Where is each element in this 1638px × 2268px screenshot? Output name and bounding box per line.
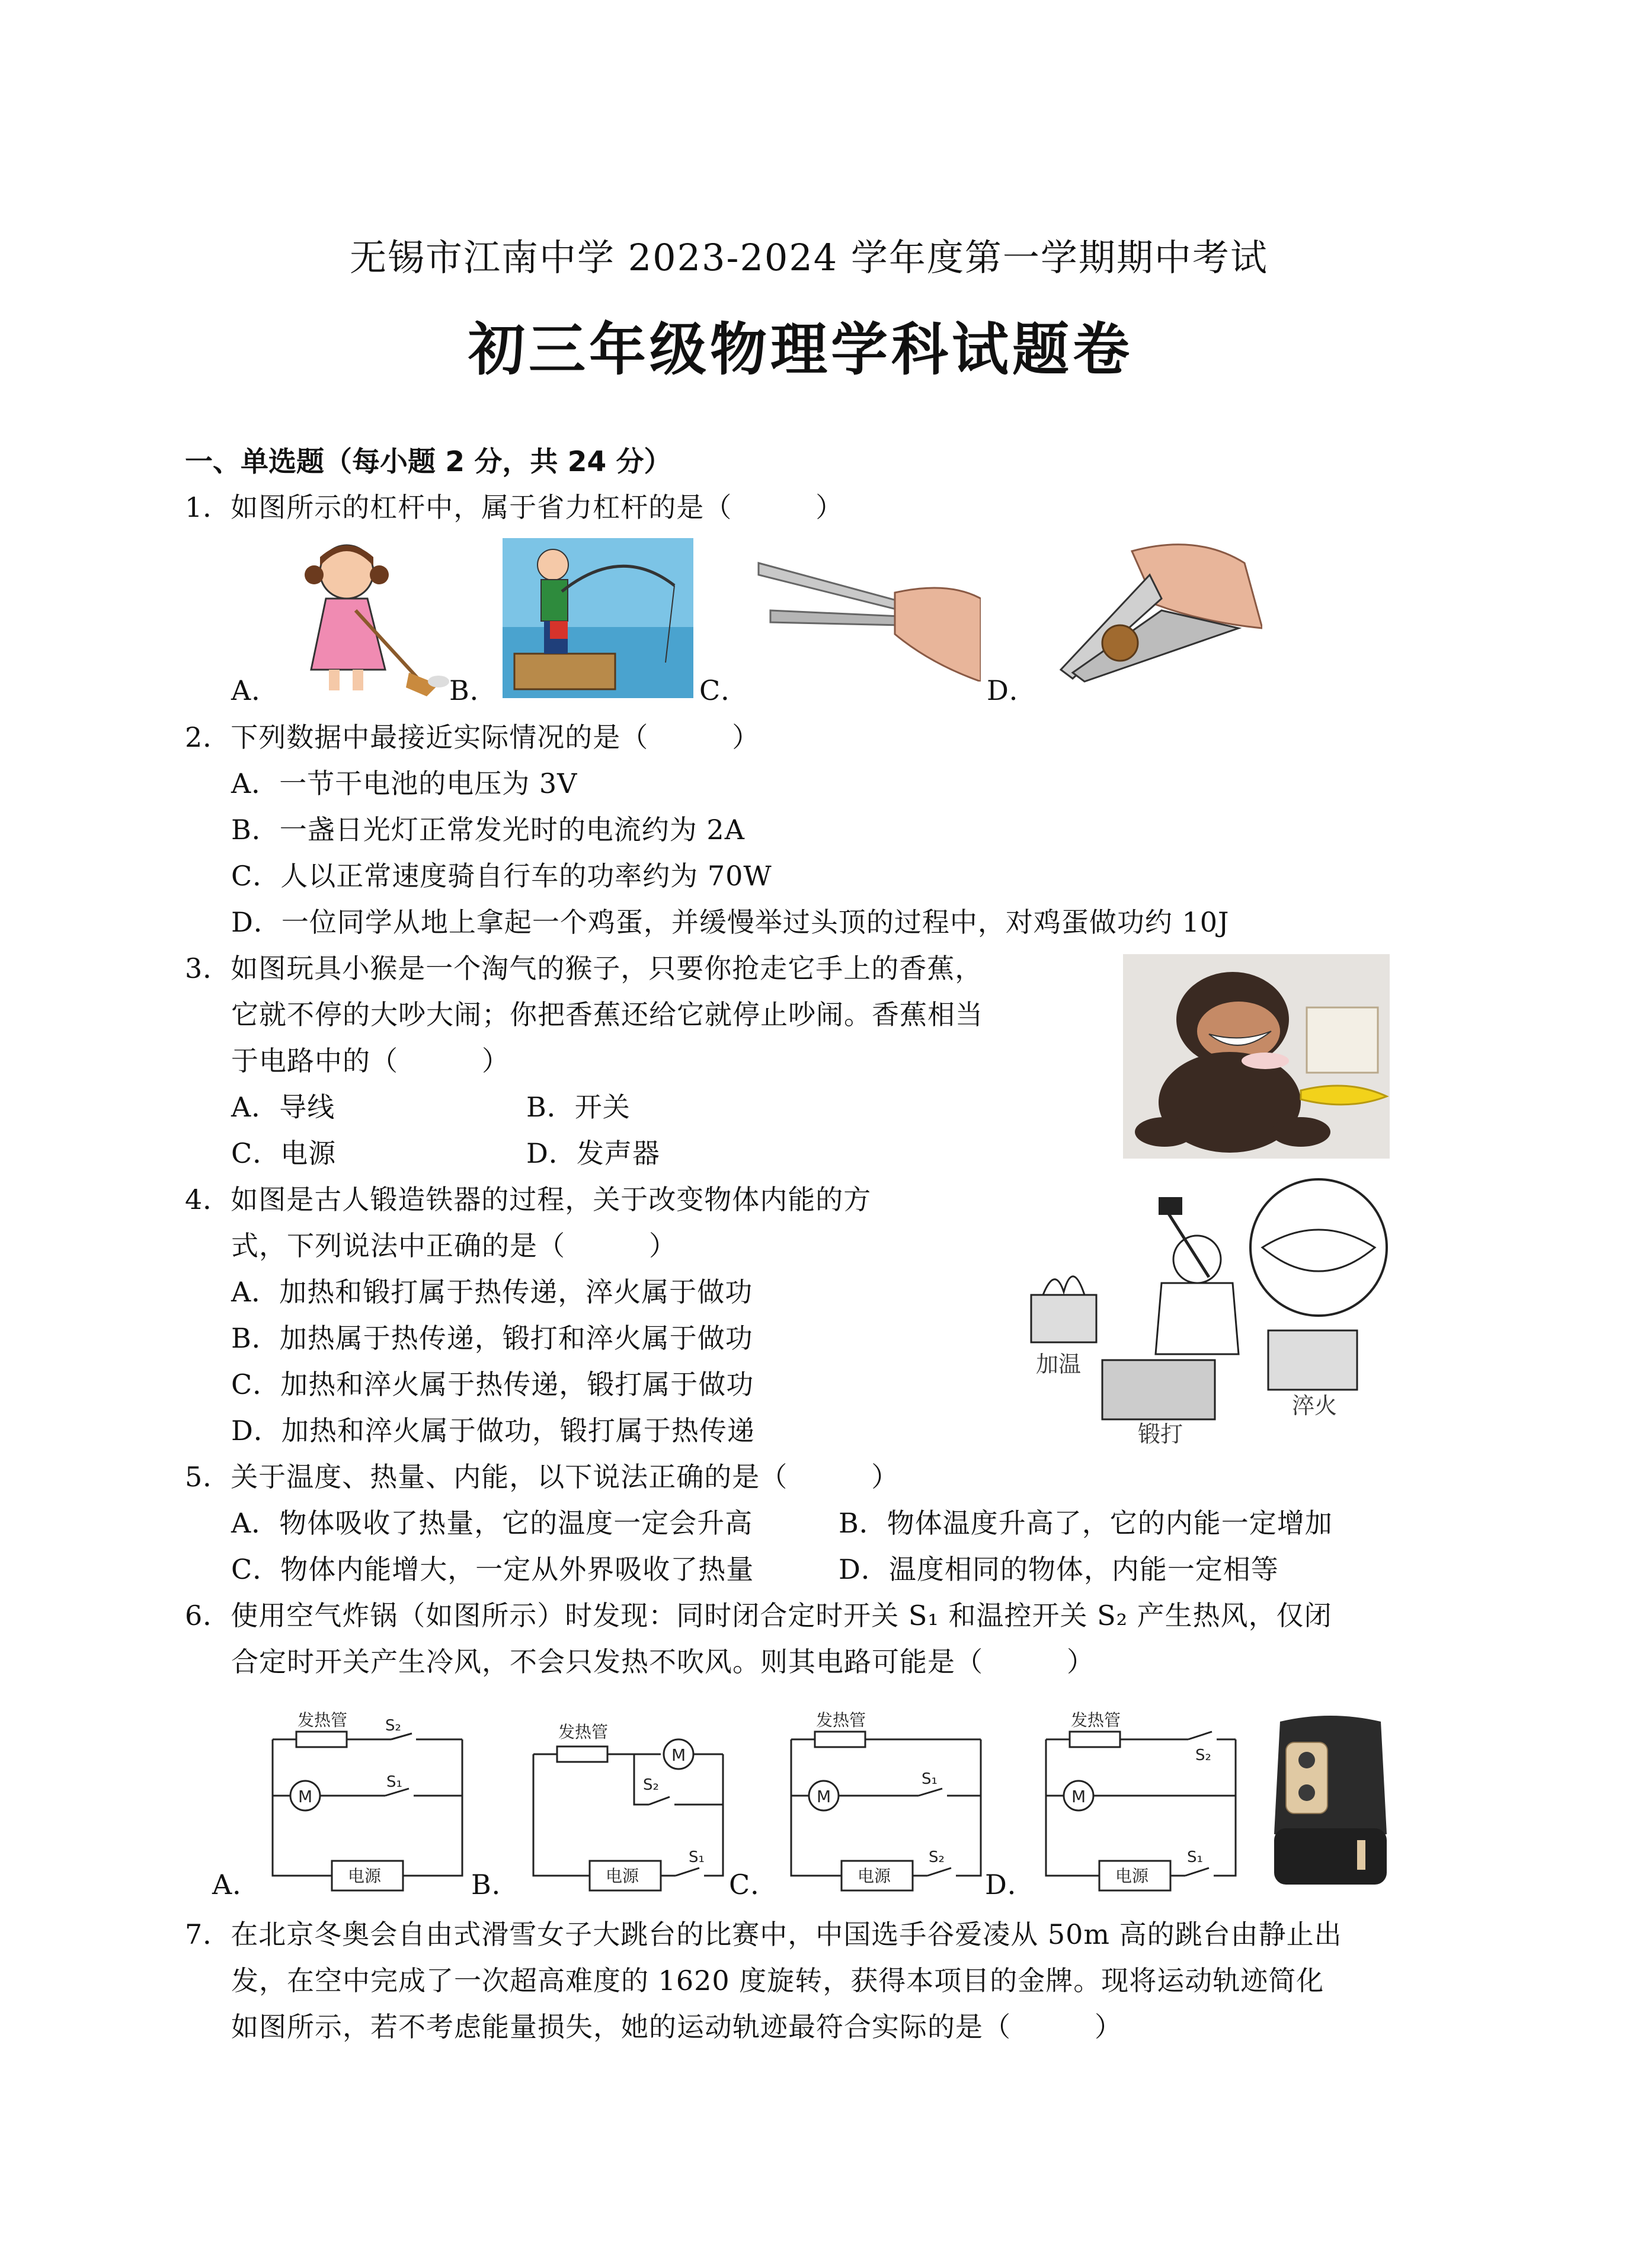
svg-text:S₂: S₂ xyxy=(643,1776,659,1794)
circuit-c xyxy=(779,1707,993,1896)
svg-text:S₁: S₁ xyxy=(386,1773,402,1791)
q4-option-c: C．加热和淬火属于热传递，锻打属于做功 xyxy=(231,1368,754,1400)
q6-label-d: D． xyxy=(985,1869,1035,1901)
q5-option-d: D．温度相同的物体，内能一定相等 xyxy=(839,1553,1279,1585)
q3-option-c: C．电源 xyxy=(231,1137,337,1169)
q6-label-c: C． xyxy=(729,1869,779,1901)
question-7-line-3: 如图所示，若不考虑能量损失，她的运动轨迹最符合实际的是（ ） xyxy=(231,2011,1122,2043)
svg-text:M: M xyxy=(671,1745,686,1765)
svg-text:M: M xyxy=(298,1787,313,1806)
q5-option-c: C．物体内能增大，一定从外界吸收了热量 xyxy=(231,1553,754,1585)
q3-option-d: D．发声器 xyxy=(526,1137,660,1169)
q5-option-b: B．物体温度升高了，它的内能一定增加 xyxy=(839,1507,1333,1539)
q6-label-b: B． xyxy=(471,1869,520,1901)
toy-monkey-image xyxy=(1123,954,1390,1159)
svg-text:S₁: S₁ xyxy=(922,1770,938,1788)
circuit-a xyxy=(261,1707,474,1896)
fishing-man-image xyxy=(503,538,693,698)
question-3-line-1: 3．如图玩具小猴是一个淘气的猴子，只要你抢走它手上的香蕉， xyxy=(185,952,983,984)
question-4-line-2: 式，下列说法中正确的是（ ） xyxy=(231,1230,677,1262)
svg-text:S₂: S₂ xyxy=(1195,1746,1211,1764)
svg-text:S₁: S₁ xyxy=(1187,1848,1203,1866)
svg-text:发热管: 发热管 xyxy=(558,1722,609,1742)
q2-option-c: C．人以正常速度骑自行车的功率约为 70W xyxy=(231,860,772,892)
question-2-stem: 2．下列数据中最接近实际情况的是（ ） xyxy=(185,721,760,753)
nutcracker-image xyxy=(1049,539,1262,693)
q4-option-b: B．加热属于热传递，锻打和淬火属于做功 xyxy=(231,1322,753,1354)
svg-text:S₂: S₂ xyxy=(929,1848,945,1866)
quench-label: 淬火 xyxy=(1292,1393,1338,1419)
question-4-line-1: 4．如图是古人锻造铁器的过程，关于改变物体内能的方 xyxy=(185,1183,872,1215)
svg-text:电源: 电源 xyxy=(606,1866,639,1886)
q1-label-b: B． xyxy=(449,674,498,706)
girl-sweeping-image xyxy=(290,539,450,699)
forge-label: 锻打 xyxy=(1138,1421,1183,1446)
q3-option-b: B．开关 xyxy=(526,1091,631,1123)
svg-text:发热管: 发热管 xyxy=(297,1710,348,1730)
svg-text:发热管: 发热管 xyxy=(1071,1710,1121,1730)
exam-title: 初三年级物理学科试题卷 xyxy=(468,316,1133,383)
air-fryer-image xyxy=(1262,1710,1399,1893)
q3-option-a: A．导线 xyxy=(231,1091,335,1123)
q1-label-d: D． xyxy=(987,674,1037,706)
question-6-line-1: 6．使用空气炸锅（如图所示）时发现：同时闭合定时开关 S₁ 和温控开关 S₂ 产生热风，仅闭 xyxy=(185,1600,1332,1632)
svg-text:M: M xyxy=(817,1787,831,1806)
question-7-line-2: 发，在空中完成了一次超高难度的 1620 度旋转，获得本项目的金牌。现将运动轨迹简化 xyxy=(231,1965,1325,1997)
exam-subtitle: 无锡市江南中学 2023-2024 学年度第一学期期中考试 xyxy=(350,236,1268,279)
q4-option-d: D．加热和淬火属于做功，锻打属于热传递 xyxy=(231,1415,755,1447)
forging-process-image xyxy=(1019,1176,1393,1446)
circuit-d xyxy=(1034,1707,1247,1896)
tongs-image xyxy=(753,545,981,682)
question-6-line-2: 合定时开关产生冷风，不会只发热不吹风。则其电路可能是（ ） xyxy=(231,1646,1095,1678)
heat-label: 加温 xyxy=(1036,1351,1082,1377)
q2-option-b: B．一盏日光灯正常发光时的电流约为 2A xyxy=(231,814,745,846)
svg-text:S₂: S₂ xyxy=(385,1717,401,1735)
question-3-line-2: 它就不停的大吵大闹；你把香蕉还给它就停止吵闹。香蕉相当 xyxy=(231,999,983,1031)
svg-text:M: M xyxy=(1071,1787,1086,1806)
q4-option-a: A．加热和锻打属于热传递，淬火属于做功 xyxy=(231,1276,753,1308)
svg-text:发热管: 发热管 xyxy=(816,1710,866,1730)
q5-option-a: A．物体吸收了热量，它的温度一定会升高 xyxy=(231,1507,753,1539)
question-5-stem: 5．关于温度、热量、内能，以下说法正确的是（ ） xyxy=(185,1461,900,1493)
svg-text:电源: 电源 xyxy=(348,1866,382,1886)
question-3-line-3: 于电路中的（ ） xyxy=(231,1045,510,1077)
q1-label-a: A． xyxy=(231,674,280,706)
svg-text:S₁: S₁ xyxy=(689,1848,705,1866)
svg-text:电源: 电源 xyxy=(1115,1866,1149,1886)
q1-label-c: C． xyxy=(699,674,749,706)
svg-text:电源: 电源 xyxy=(858,1866,891,1886)
question-1-stem: 1．如图所示的杠杆中，属于省力杠杆的是（ ） xyxy=(185,491,844,523)
q6-label-a: A． xyxy=(212,1869,261,1901)
q2-option-d: D．一位同学从地上拿起一个鸡蛋，并缓慢举过头顶的过程中，对鸡蛋做功约 10J xyxy=(231,906,1230,938)
question-7-line-1: 7．在北京冬奥会自由式滑雪女子大跳台的比赛中，中国选手谷爱凌从 50m 高的跳台由静止出 xyxy=(185,1918,1342,1950)
section-heading: 一、单选题（每小题 2 分，共 24 分） xyxy=(185,446,672,478)
q2-option-a: A．一节干电池的电压为 3V xyxy=(231,767,578,799)
circuit-b xyxy=(522,1707,735,1896)
